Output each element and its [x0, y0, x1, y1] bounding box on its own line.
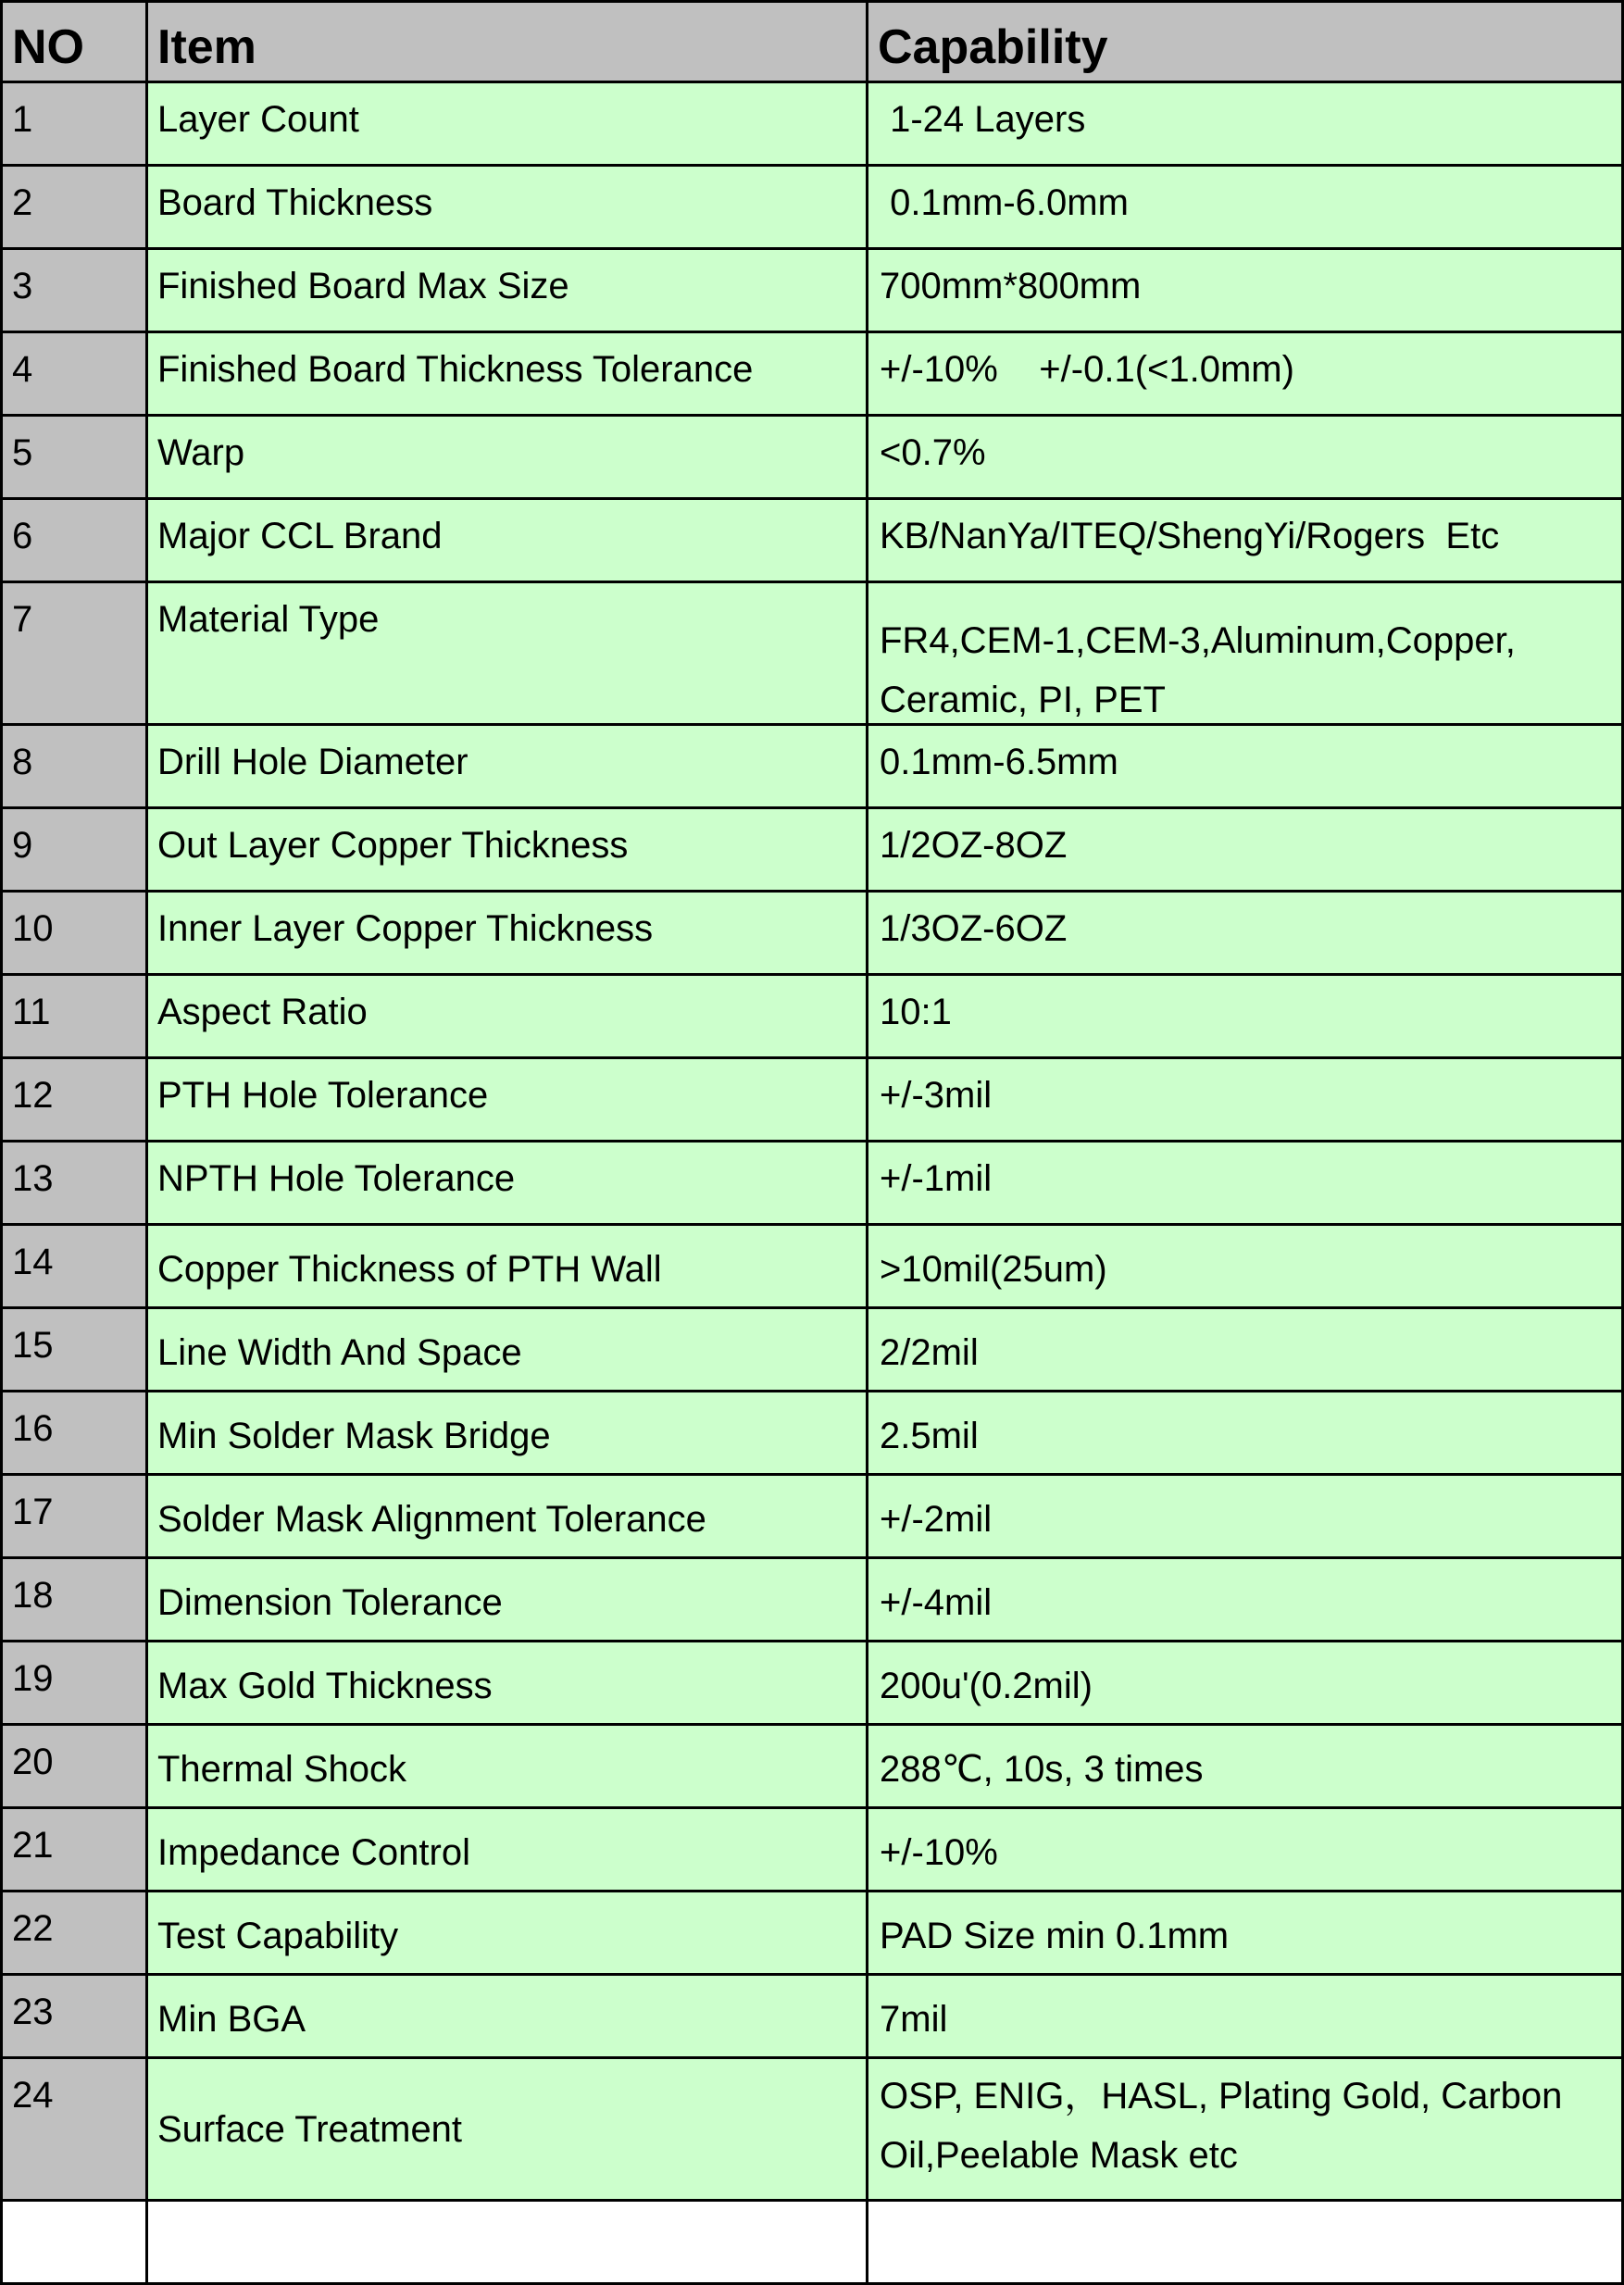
row-capability: +/-10% [868, 1809, 1624, 1892]
row-item: Inner Layer Copper Thickness [148, 893, 868, 976]
row-no: 16 [0, 1392, 148, 1476]
header-no: NO [0, 0, 148, 83]
row-item: Min Solder Mask Bridge [148, 1392, 868, 1476]
row-item: Surface Treatment [148, 2059, 868, 2202]
row-item: Min BGA [148, 1976, 868, 2059]
row-capability: 1/2OZ-8OZ [868, 809, 1624, 893]
row-no: 19 [0, 1642, 148, 1726]
row-item: Major CCL Brand [148, 500, 868, 583]
row-item: Drill Hole Diameter [148, 726, 868, 809]
row-capability: 0.1mm-6.0mm [868, 167, 1624, 250]
header-item: Item [148, 0, 868, 83]
row-item: Copper Thickness of PTH Wall [148, 1226, 868, 1309]
row-no: 8 [0, 726, 148, 809]
row-item: Warp [148, 417, 868, 500]
row-no: 18 [0, 1559, 148, 1642]
row-item: Layer Count [148, 83, 868, 167]
row-no: 11 [0, 976, 148, 1059]
row-item: PTH Hole Tolerance [148, 1059, 868, 1142]
row-item: Solder Mask Alignment Tolerance [148, 1476, 868, 1559]
row-no: 9 [0, 809, 148, 893]
row-no: 4 [0, 333, 148, 417]
row-capability: 700mm*800mm [868, 250, 1624, 333]
row-capability: +/-3mil [868, 1059, 1624, 1142]
row-capability: +/-2mil [868, 1476, 1624, 1559]
row-no: 12 [0, 1059, 148, 1142]
row-item: NPTH Hole Tolerance [148, 1142, 868, 1226]
row-capability: +/-10% +/-0.1(<1.0mm) [868, 333, 1624, 417]
row-capability: 0.1mm-6.5mm [868, 726, 1624, 809]
empty-cell [148, 2202, 868, 2285]
header-capability: Capability [868, 0, 1624, 83]
row-capability: 2/2mil [868, 1309, 1624, 1392]
row-no: 3 [0, 250, 148, 333]
row-no: 15 [0, 1309, 148, 1392]
row-item: Out Layer Copper Thickness [148, 809, 868, 893]
row-capability: 288℃, 10s, 3 times [868, 1726, 1624, 1809]
row-item: Material Type [148, 583, 868, 726]
row-capability: 200u'(0.2mil) [868, 1642, 1624, 1726]
row-capability: <0.7% [868, 417, 1624, 500]
row-capability: +/-4mil [868, 1559, 1624, 1642]
row-capability: >10mil(25um) [868, 1226, 1624, 1309]
row-no: 23 [0, 1976, 148, 2059]
row-item: Line Width And Space [148, 1309, 868, 1392]
row-item: Board Thickness [148, 167, 868, 250]
row-capability: 2.5mil [868, 1392, 1624, 1476]
row-no: 7 [0, 583, 148, 726]
row-item: Aspect Ratio [148, 976, 868, 1059]
row-capability: 10:1 [868, 976, 1624, 1059]
row-capability: 1/3OZ-6OZ [868, 893, 1624, 976]
row-no: 24 [0, 2059, 148, 2202]
row-no: 13 [0, 1142, 148, 1226]
row-capability: +/-1mil [868, 1142, 1624, 1226]
empty-cell [868, 2202, 1624, 2285]
row-no: 6 [0, 500, 148, 583]
row-no: 21 [0, 1809, 148, 1892]
row-item: Max Gold Thickness [148, 1642, 868, 1726]
empty-cell [0, 2202, 148, 2285]
row-item: Thermal Shock [148, 1726, 868, 1809]
row-no: 5 [0, 417, 148, 500]
row-item: Test Capability [148, 1892, 868, 1976]
row-no: 2 [0, 167, 148, 250]
row-capability: 1-24 Layers [868, 83, 1624, 167]
row-item: Dimension Tolerance [148, 1559, 868, 1642]
row-item: Impedance Control [148, 1809, 868, 1892]
row-capability: PAD Size min 0.1mm [868, 1892, 1624, 1976]
row-capability: KB/NanYa/ITEQ/ShengYi/Rogers Etc [868, 500, 1624, 583]
row-no: 14 [0, 1226, 148, 1309]
row-capability: 7mil [868, 1976, 1624, 2059]
row-capability: OSP, ENIG，HASL, Plating Gold, Carbon Oil,Peelable Mask etc [868, 2059, 1624, 2202]
row-capability: FR4,CEM-1,CEM-3,Aluminum,Copper, Ceramic, PI, PET [868, 583, 1624, 726]
row-item: Finished Board Thickness Tolerance [148, 333, 868, 417]
row-no: 20 [0, 1726, 148, 1809]
row-no: 10 [0, 893, 148, 976]
row-no: 17 [0, 1476, 148, 1559]
row-no: 22 [0, 1892, 148, 1976]
row-item: Finished Board Max Size [148, 250, 868, 333]
row-no: 1 [0, 83, 148, 167]
